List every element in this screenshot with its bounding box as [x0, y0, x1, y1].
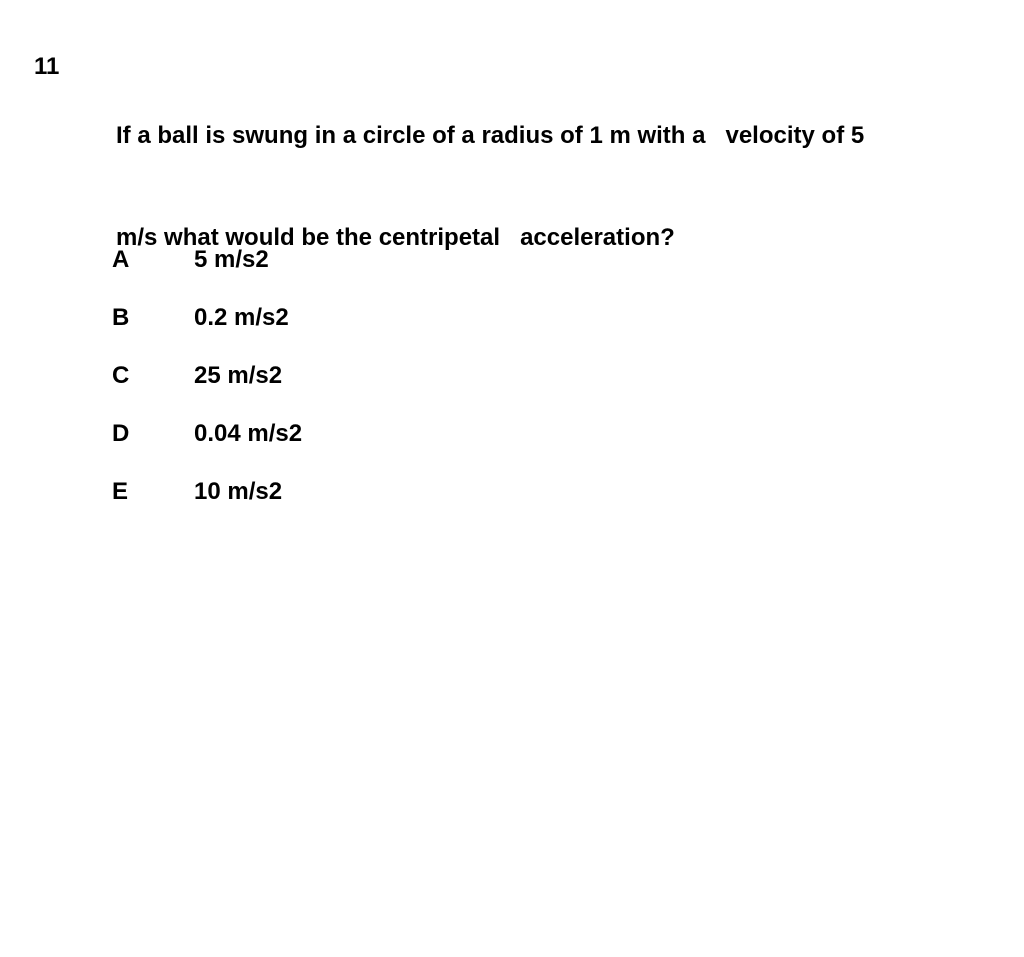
option-letter: C: [112, 362, 130, 389]
option-value: 25 m/s2: [194, 362, 283, 389]
option-letter: B: [112, 304, 130, 331]
question-line: If a ball is swung in a circle of a radius of 1 m with a velocity of 5: [116, 122, 865, 149]
question-line: m/s what would be the centripetal acceleration?: [116, 224, 675, 251]
question-number: 11: [34, 53, 60, 80]
option-value: 5 m/s2: [194, 246, 269, 273]
option-letter: A: [112, 246, 130, 273]
option-value: 10 m/s2: [194, 478, 283, 505]
option-letter: D: [112, 420, 130, 447]
option-value: 0.04 m/s2: [194, 420, 303, 447]
option-letter: E: [112, 478, 129, 505]
option-value: 0.2 m/s2: [194, 304, 289, 331]
